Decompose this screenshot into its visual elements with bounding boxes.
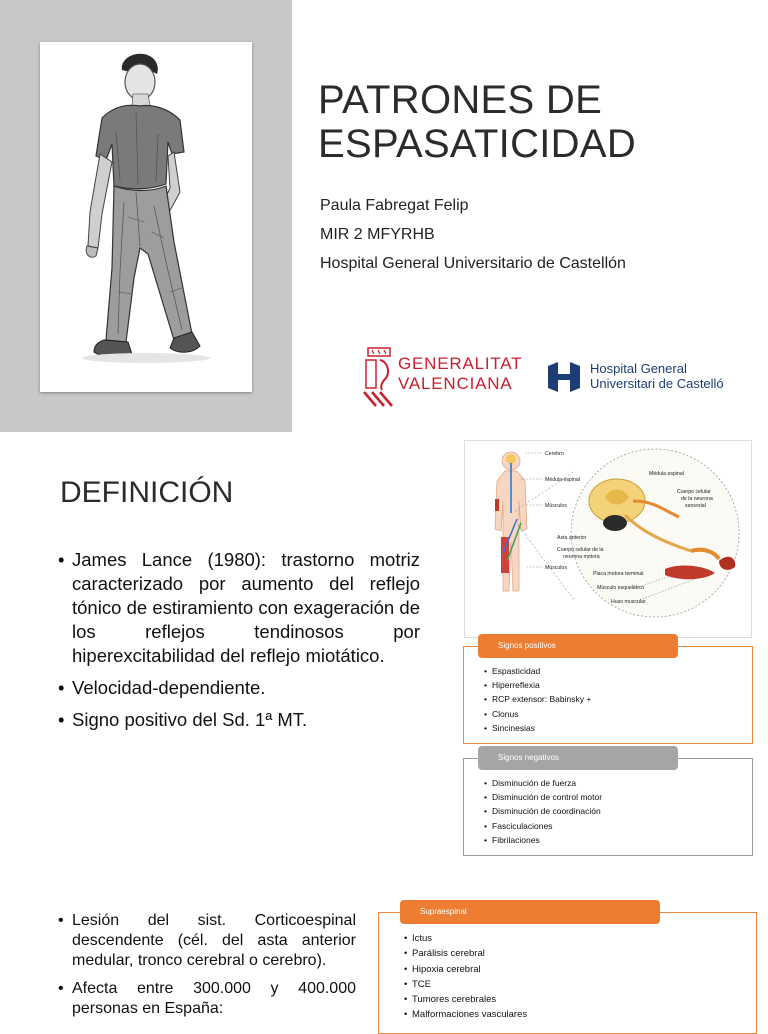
positive-sign-item: • Hiperreflexia [484, 678, 591, 692]
positive-signs-list [484, 664, 591, 735]
definition-bullet-3: • Signo positivo del Sd. 1ª MT. [58, 708, 420, 732]
generalitat-line-2: VALENCIANA [398, 374, 513, 393]
etiology-bullet-2: • Afecta entre 300.000 y 400.000 personas en España: [58, 979, 356, 1019]
positive-sign-item: • Clonus [484, 707, 591, 721]
supraspinal-item: • TCE [404, 977, 527, 992]
etiology-bullet-1: • Lesión del sist. Corticoespinal descendente (cél. del asta anterior medular, tronco cerebral o cerebro). [58, 911, 356, 971]
negative-sign-item: • Disminución de control motor [484, 790, 602, 804]
diagram-label-medula-right: Médula espinal [649, 471, 684, 477]
supraspinal-item: • Hipoxia cerebral [404, 962, 527, 977]
hospital-logo-line-2: Universitari de Castelló [590, 376, 724, 391]
supraspinal-item: • Ictus [404, 931, 527, 946]
definition-bullet-2: • Velocidad-dependiente. [58, 676, 420, 700]
definition-bullet-1: • James Lance (1980): trastorno motriz caracterizado por aumento del reflejo tónico de estiramiento con exageración de los reflejos tendinosos por hiperexcitabilidad del reflejo miotático. [58, 548, 420, 668]
author-role: MIR 2 MFYRHB [320, 226, 435, 243]
hospital-logo-line-1: Hospital General [590, 361, 687, 376]
diagram-label-cuerpo-motor-1: Cuerpo celular de la [557, 547, 604, 553]
etiology-bullets [58, 911, 356, 1027]
diagram-label-sensorial-3: sensorial [685, 503, 706, 509]
negative-signs-header: Signos negativos [478, 746, 678, 770]
spinal-reflex-illustration [465, 441, 751, 637]
negative-sign-item: • Fibrilaciones [484, 833, 602, 847]
supraspinal-list [404, 931, 527, 1023]
diagram-label-huso: Huso muscular [611, 599, 646, 605]
negative-sign-item: • Disminución de fuerza [484, 776, 602, 790]
hospital-logo-emblem [546, 360, 582, 394]
diagram-label-cuerpo-motor-2: neurona motora [563, 554, 600, 560]
author-hospital: Hospital General Universitario de Castellón [320, 255, 626, 272]
diagram-label-cerebro: Cerebro [545, 451, 564, 457]
supraspinal-item: • Parálisis cerebral [404, 946, 527, 961]
diagram-label-medula: Médula espinal [545, 477, 580, 483]
diagram-label-sensorial-2: de la neurona [681, 496, 713, 502]
diagram-label-sensorial-1: Cuerpo celular [677, 489, 711, 495]
diagram-label-placa: Placa motora terminal [593, 571, 644, 577]
author-name: Paula Fabregat Felip [320, 197, 469, 214]
negative-sign-item: • Fasciculaciones [484, 819, 602, 833]
presentation-title [318, 78, 758, 166]
positive-sign-item: • Espasticidad [484, 664, 591, 678]
walking-man-illustration [40, 42, 252, 392]
diagram-label-asta: Asta anterior [557, 535, 587, 541]
positive-sign-item: • RCP extensor: Babinsky + [484, 692, 591, 706]
supraspinal-item: • Malformaciones vasculares [404, 1007, 527, 1022]
generalitat-line-1: GENERALITAT [398, 354, 523, 373]
supraspinal-header: Supraespinal [400, 900, 660, 924]
positive-signs-header: Signos positivos [478, 634, 678, 658]
negative-signs-list [484, 776, 602, 847]
definition-bullets [58, 548, 420, 740]
generalitat-logo-text [398, 354, 522, 394]
hospital-logo-text [590, 361, 724, 391]
positive-sign-item: • Sincinesias [484, 721, 591, 735]
supraspinal-item: • Tumores cerebrales [404, 992, 527, 1007]
diagram-label-musculos-bottom: Músculos [545, 565, 567, 571]
generalitat-logo-emblem [362, 346, 396, 408]
definition-heading: DEFINICIÓN [60, 476, 234, 509]
title-line-2: ESPASATICIDAD [318, 122, 637, 166]
diagram-label-musculos-top: Músculos [545, 503, 567, 509]
spinal-reflex-diagram [464, 440, 752, 638]
title-line-1: PATRONES DE [318, 78, 603, 122]
diagram-label-esqueletico: Músculo esquelético [597, 585, 645, 591]
negative-sign-item: • Disminución de coordinación [484, 804, 602, 818]
walking-man-sketch [40, 42, 252, 392]
